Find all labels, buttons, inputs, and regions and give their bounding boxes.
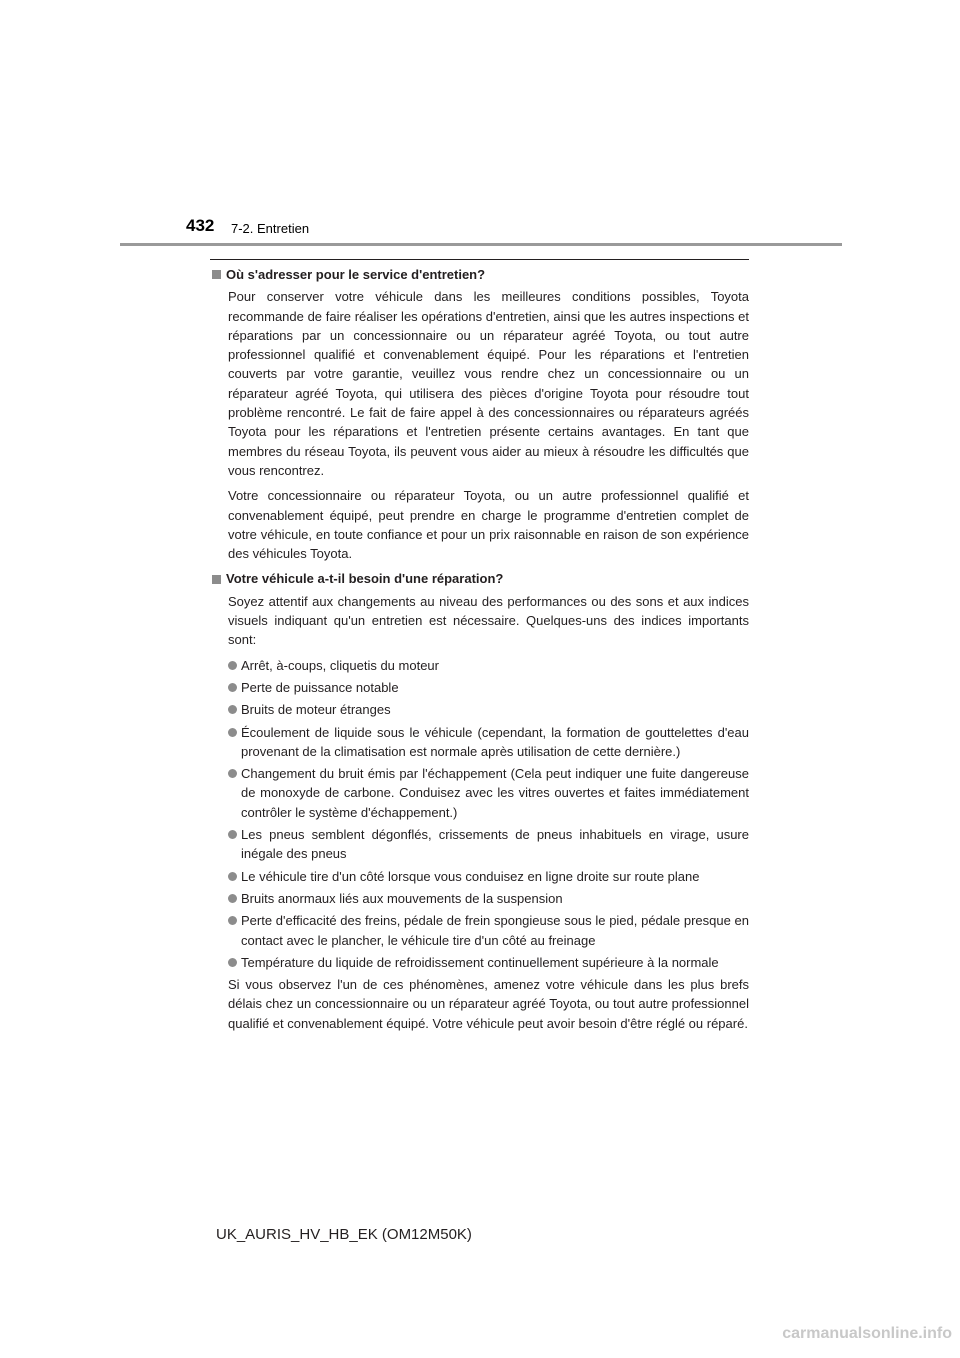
list-item-text: Bruits anormaux liés aux mouvements de la suspension [241,890,563,906]
list-item [228,656,749,675]
heading-text: Votre véhicule a-t-il besoin d'une réparation? [226,571,504,587]
paragraph: Soyez attentif aux changements au niveau des performances ou des sons et aux indices visuels indiquant qu'un entretien est nécessaire. Quelques-uns des indices importants sont: [228,593,749,648]
circle-bullet-icon [228,872,237,881]
circle-bullet-icon [228,894,237,903]
list-item-text: Changement du bruit émis par l'échappement (Cela peut indiquer une fuite dangereuse de monoxyde de carbone. Conduisez avec les vitres ouvertes et faites immédiatement contrôler le système d'échappement.) [241,766,749,820]
list-item-text: Bruits de moteur étranges [241,702,391,718]
list-item-text: Le véhicule tire d'un côté lorsque vous conduisez en ligne droite sur route plane [241,868,700,884]
list-item [228,889,749,908]
list-item-text: Perte d'efficacité des freins, pédale de frein spongieuse sous le pied, pédale presque en contact avec le plancher, le véhicule tire d'un côté au freinage [241,913,749,948]
list-item [228,678,749,697]
list-item-text: Perte de puissance notable [241,679,399,695]
list-item [228,867,749,886]
list-item [228,825,749,864]
section-heading-service [210,265,749,284]
paragraph: Votre concessionnaire ou réparateur Toyota, ou un autre professionnel qualifié et convenablement équipé, peut prendre en charge le programme d'entretien complet de votre véhicule, en toute confiance et pour un prix raisonnable en raison de son expérience des véhicules Toyota. [228,488,749,562]
section-title: 7-2. Entretien [231,221,310,236]
section-heading-repair [210,569,749,588]
circle-bullet-icon [228,769,237,778]
header-divider [120,243,842,246]
list-item [228,953,749,972]
square-bullet-icon [212,270,221,279]
square-bullet-icon [212,575,221,584]
circle-bullet-icon [228,661,237,670]
circle-bullet-icon [228,705,237,714]
heading-text: Où s'adresser pour le service d'entretien? [226,267,486,282]
content-divider [210,259,749,260]
list-item-text: Température du liquide de refroidissement continuellement supérieure à la normale [241,954,719,970]
circle-bullet-icon [228,830,237,839]
list-item-text: Les pneus semblent dégonflés, crissements de pneus inhabituels en virage, usure inégale des pneus [241,827,749,862]
list-item [228,723,749,762]
circle-bullet-icon [228,728,237,737]
circle-bullet-icon [228,958,237,967]
list-item [228,764,749,822]
circle-bullet-icon [228,916,237,925]
watermark: carmanualsonline.info [782,1325,952,1342]
document-code: UK_AURIS_HV_HB_EK (OM12M50K) [216,1226,472,1243]
paragraph: Pour conserver votre véhicule dans les meilleures conditions possibles, Toyota recommande de faire réaliser les opérations d'entretien, ainsi que les autres inspections et réparations par un concessionnaire ou un réparateur agréé Toyota, ou tout autre professionnel qualifié et convenablement équipé. Pour les réparations et l'entretien couverts par votre garantie, veuillez vous rendre chez un concessionnaire ou un réparateur agréé Toyota, qui utilisera des pièces d'origine Toyota pour résoudre tout problème rencontré. Le fait de faire appel à des concessionnaires ou réparateurs agréés Toyota pour les réparations et l'entretien présente certains avantages. En tant que membres du réseau Toyota, ils peuvent vous aider au mieux à résoudre les difficultés que vous rencontrez. [228,289,749,478]
list-item [228,700,749,719]
page-content [210,265,749,1039]
list-item [228,911,749,950]
circle-bullet-icon [228,683,237,692]
paragraph: Si vous observez l'un de ces phénomènes, amenez votre véhicule dans les plus brefs délais chez un concessionnaire ou un réparateur agréé Toyota, ou tout autre professionnel qualifié et convenablement équipé. Votre véhicule peut avoir besoin d'être réglé ou réparé. [228,977,749,1031]
page-number: 432 [186,216,215,235]
list-item-text: Arrêt, à-coups, cliquetis du moteur [241,657,439,673]
list-item-text: Écoulement de liquide sous le véhicule (cependant, la formation de gouttelettes d'eau provenant de la climatisation est normale après utilisation de cette dernière.) [241,724,749,759]
